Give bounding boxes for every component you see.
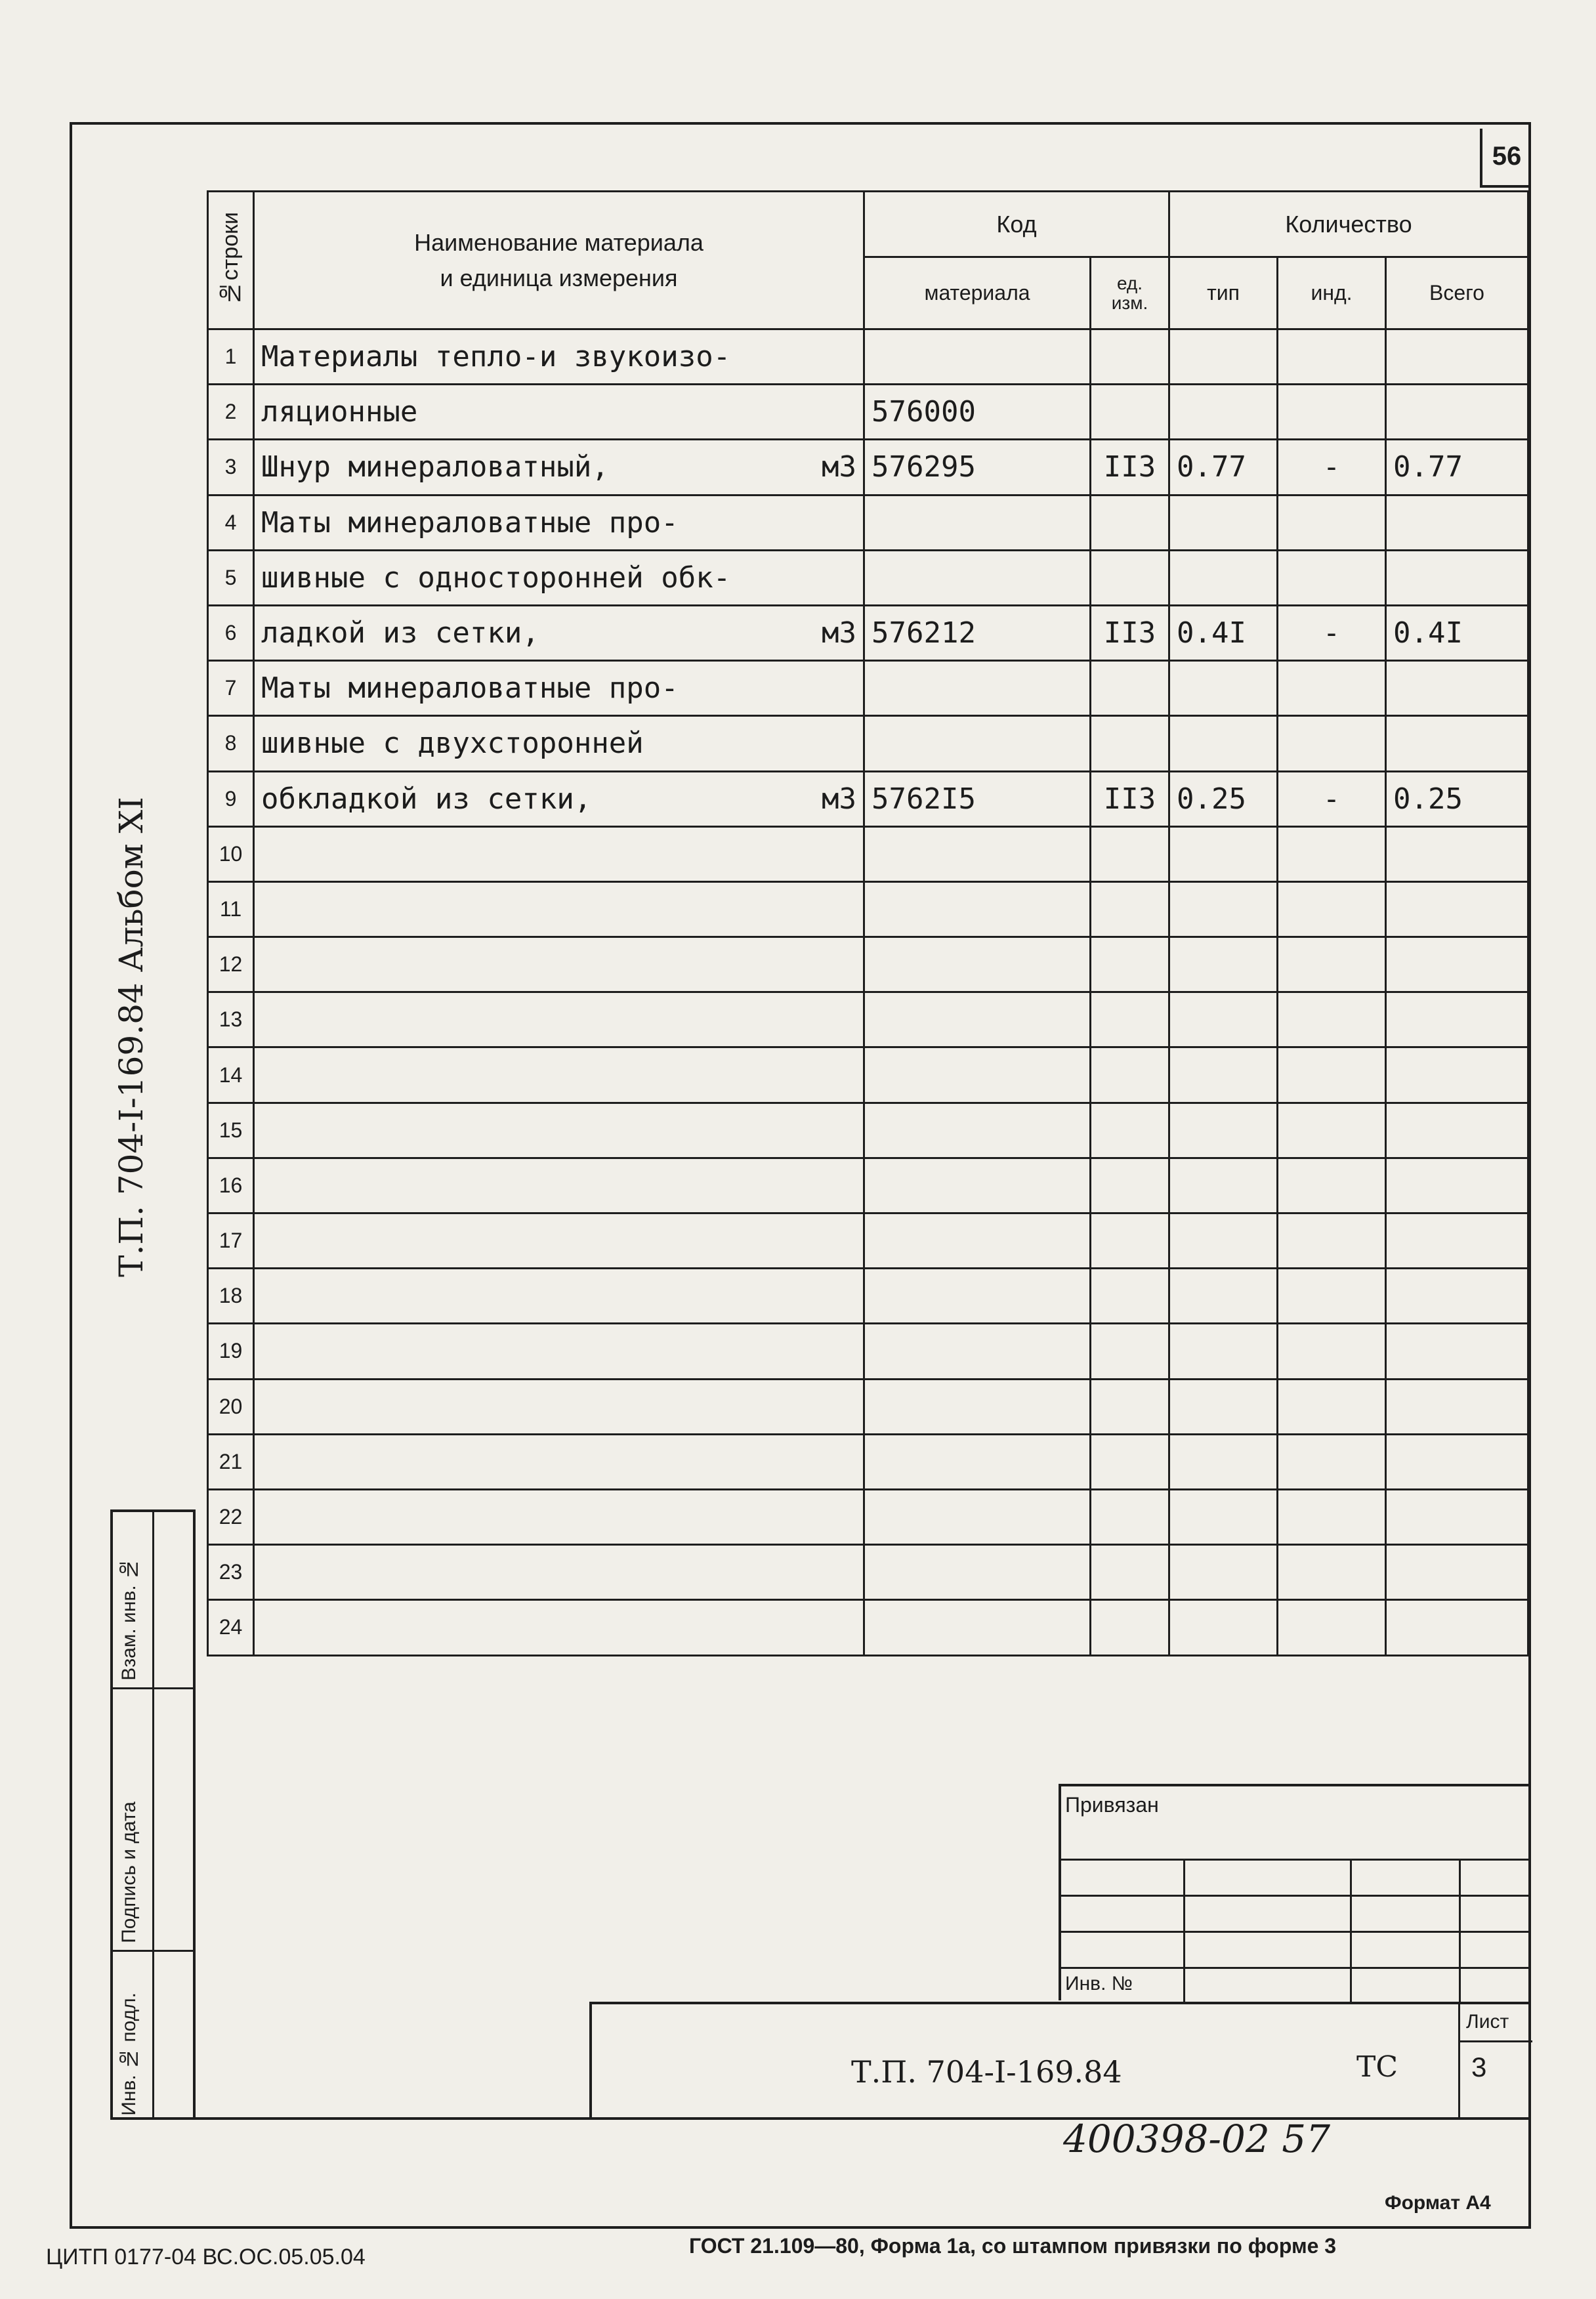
qty-ind [1278, 1103, 1386, 1158]
binding-title: Привязан [1065, 1793, 1159, 1817]
album-side-title: Т.П. 704-I-169.84 Альбом XI [112, 797, 150, 1277]
qty-type [1169, 1047, 1278, 1103]
unit-code [1091, 937, 1169, 992]
material-name-cell [254, 329, 864, 385]
row-number: 13 [208, 992, 254, 1047]
left-approval-stamp [110, 1509, 196, 2120]
qty-type [1169, 716, 1278, 771]
row-number: 10 [208, 826, 254, 881]
qty-ind [1278, 385, 1386, 440]
row-number: 20 [208, 1379, 254, 1434]
material-code [864, 661, 1091, 716]
row-number: 4 [208, 495, 254, 550]
qty-total [1386, 881, 1528, 937]
material-code [864, 1379, 1091, 1434]
unit-code [1091, 1047, 1169, 1103]
qty-type [1169, 1158, 1278, 1213]
material-code [864, 1213, 1091, 1269]
row-number: 18 [208, 1269, 254, 1324]
qty-type [1169, 1213, 1278, 1269]
qty-total [1386, 1434, 1528, 1489]
footer-gost: ГОСТ 21.109—80, Форма 1а, со штампом привязки по форме 3 [689, 2234, 1337, 2258]
qty-ind [1278, 661, 1386, 716]
table-row [208, 1600, 1528, 1655]
table-row [208, 495, 1528, 550]
table-row [208, 1213, 1528, 1269]
row-number: 19 [208, 1324, 254, 1379]
name-header-line2: и единица измерения [440, 264, 678, 291]
total-qty-header: Всего [1386, 257, 1528, 329]
material-code [864, 992, 1091, 1047]
material-unit: м3 [822, 450, 856, 484]
material-name: шивные с двухсторонней [261, 727, 644, 761]
row-number: 9 [208, 771, 254, 826]
material-name-cell [254, 550, 864, 605]
material-name: Маты минераловатные про- [261, 671, 679, 706]
qty-type [1169, 826, 1278, 881]
qty-type: 0.25 [1169, 771, 1278, 826]
table-row [208, 1269, 1528, 1324]
unit-code [1091, 1269, 1169, 1324]
qty-type [1169, 992, 1278, 1047]
qty-ind [1278, 1047, 1386, 1103]
material-code [864, 716, 1091, 771]
row-number: 7 [208, 661, 254, 716]
material-code [864, 329, 1091, 385]
qty-ind [1278, 716, 1386, 771]
qty-total [1386, 1103, 1528, 1158]
unit-code: II3 [1091, 771, 1169, 826]
inv-original-label: Инв. № подл. [118, 1993, 140, 2116]
material-code: 576212 [864, 605, 1091, 660]
footer-left-code: ЦИТП 0177-04 ВС.ОС.05.05.04 [46, 2245, 366, 2269]
unit-code [1091, 1434, 1169, 1489]
material-code [864, 1047, 1091, 1103]
qty-ind [1278, 1379, 1386, 1434]
material-code [864, 1324, 1091, 1379]
row-number: 12 [208, 937, 254, 992]
unit-code [1091, 329, 1169, 385]
qty-ind [1278, 1213, 1386, 1269]
qty-total: 0.25 [1386, 771, 1528, 826]
material-name-cell [254, 1213, 864, 1269]
unit-code [1091, 826, 1169, 881]
material-name-cell [254, 605, 864, 660]
qty-total: 0.4I [1386, 605, 1528, 660]
material-name-cell [254, 937, 864, 992]
qty-type [1169, 937, 1278, 992]
qty-total [1386, 1213, 1528, 1269]
qty-total [1386, 1489, 1528, 1544]
qty-total [1386, 1158, 1528, 1213]
ind-qty-header: инд. [1278, 257, 1386, 329]
material-unit: м3 [822, 616, 856, 650]
material-code: 5762I5 [864, 771, 1091, 826]
qty-ind [1278, 1324, 1386, 1379]
row-number: 11 [208, 881, 254, 937]
material-code [864, 1489, 1091, 1544]
qty-type [1169, 1324, 1278, 1379]
table-row [208, 385, 1528, 440]
qty-type [1169, 1600, 1278, 1655]
qty-total [1386, 1600, 1528, 1655]
material-name-cell [254, 716, 864, 771]
material-name-cell [254, 1379, 864, 1434]
material-code [864, 881, 1091, 937]
qty-ind [1278, 1489, 1386, 1544]
format-label: Формат А4 [1385, 2192, 1491, 2214]
material-name-cell [254, 771, 864, 826]
qty-ind [1278, 1545, 1386, 1600]
qty-total [1386, 1269, 1528, 1324]
unit-code [1091, 1324, 1169, 1379]
qty-type [1169, 1379, 1278, 1434]
unit-code [1091, 1158, 1169, 1213]
binding-stamp [1059, 1784, 1530, 2000]
sheet-label: Лист [1466, 2011, 1509, 2033]
qty-total [1386, 716, 1528, 771]
unit-code [1091, 661, 1169, 716]
material-code [864, 1545, 1091, 1600]
material-name-cell [254, 881, 864, 937]
table-row [208, 440, 1528, 495]
material-code-header: материала [864, 257, 1091, 329]
qty-type [1169, 550, 1278, 605]
sign-date-cell [113, 1689, 193, 1952]
qty-ind: - [1278, 771, 1386, 826]
material-name: шивные с односторонней обк- [261, 560, 731, 595]
unit-code [1091, 1489, 1169, 1544]
unit-code-header: ед. изм. [1091, 257, 1169, 329]
unit-code [1091, 1600, 1169, 1655]
qty-total [1386, 1047, 1528, 1103]
material-name-cell [254, 992, 864, 1047]
table-row [208, 1545, 1528, 1600]
handwritten-number: 400398-02 57 [1063, 2117, 1331, 2161]
material-name: Шнур минераловатный, [261, 450, 609, 484]
material-name-cell [254, 1324, 864, 1379]
material-name: Материалы тепло-и звукоизо- [261, 340, 731, 374]
title-designation: Т.П. 704-I-169.84 [851, 2054, 1122, 2090]
qty-total [1386, 550, 1528, 605]
material-name-cell [254, 661, 864, 716]
qty-type [1169, 661, 1278, 716]
table-row [208, 716, 1528, 771]
material-code: 576295 [864, 440, 1091, 495]
name-header [254, 192, 864, 329]
materials-spec-table [207, 190, 1529, 1656]
unit-code: II3 [1091, 440, 1169, 495]
qty-ind [1278, 992, 1386, 1047]
material-name-cell [254, 1158, 864, 1213]
unit-code [1091, 385, 1169, 440]
qty-ind [1278, 329, 1386, 385]
table-row [208, 661, 1528, 716]
table-row [208, 826, 1528, 881]
material-name-cell [254, 1545, 864, 1600]
name-header-line1: Наименование материала [414, 228, 704, 256]
table-row [208, 937, 1528, 992]
qty-ind [1278, 937, 1386, 992]
material-code [864, 1103, 1091, 1158]
unit-code [1091, 992, 1169, 1047]
row-number: 1 [208, 329, 254, 385]
row-number: 8 [208, 716, 254, 771]
table-row [208, 881, 1528, 937]
qty-type: 0.77 [1169, 440, 1278, 495]
type-qty-header: тип [1169, 257, 1278, 329]
table-row [208, 1379, 1528, 1434]
unit-code [1091, 881, 1169, 937]
row-number: 15 [208, 1103, 254, 1158]
qty-ind [1278, 1158, 1386, 1213]
material-name-cell [254, 1600, 864, 1655]
inv-original-cell [113, 1952, 193, 2122]
qty-ind [1278, 881, 1386, 937]
row-number: 22 [208, 1489, 254, 1544]
material-code [864, 495, 1091, 550]
row-number-header: №строки [208, 192, 254, 329]
table-row [208, 1489, 1528, 1544]
material-name-cell [254, 1434, 864, 1489]
row-number: 6 [208, 605, 254, 660]
material-unit: м3 [822, 782, 856, 816]
qty-type: 0.4I [1169, 605, 1278, 660]
table-row [208, 1158, 1528, 1213]
qty-total [1386, 329, 1528, 385]
code-group-header: Код [864, 192, 1169, 257]
qty-type [1169, 1269, 1278, 1324]
unit-code [1091, 1213, 1169, 1269]
row-number: 14 [208, 1047, 254, 1103]
table-row [208, 1434, 1528, 1489]
table-row [208, 329, 1528, 385]
material-name-cell [254, 1103, 864, 1158]
row-number: 21 [208, 1434, 254, 1489]
material-code [864, 826, 1091, 881]
unit-code [1091, 1379, 1169, 1434]
row-number: 3 [208, 440, 254, 495]
row-number: 24 [208, 1600, 254, 1655]
qty-ind: - [1278, 440, 1386, 495]
table-row [208, 1324, 1528, 1379]
qty-ind [1278, 550, 1386, 605]
material-code [864, 937, 1091, 992]
material-name-cell [254, 1489, 864, 1544]
unit-code [1091, 495, 1169, 550]
quantity-group-header: Количество [1169, 192, 1528, 257]
qty-total [1386, 495, 1528, 550]
material-code [864, 1600, 1091, 1655]
qty-total [1386, 1324, 1528, 1379]
sign-date-label: Подпись и дата [118, 1802, 140, 1943]
material-name-cell [254, 385, 864, 440]
qty-ind [1278, 1269, 1386, 1324]
spec-table-body [208, 329, 1528, 1656]
qty-type [1169, 1489, 1278, 1544]
material-name-cell [254, 1047, 864, 1103]
qty-type [1169, 495, 1278, 550]
material-name-cell [254, 495, 864, 550]
row-number: 2 [208, 385, 254, 440]
material-code [864, 1158, 1091, 1213]
unit-code [1091, 550, 1169, 605]
qty-type [1169, 329, 1278, 385]
qty-ind: - [1278, 605, 1386, 660]
table-row [208, 1047, 1528, 1103]
qty-ind [1278, 1600, 1386, 1655]
qty-total [1386, 1379, 1528, 1434]
unit-code [1091, 1545, 1169, 1600]
qty-type [1169, 385, 1278, 440]
inv-replace-cell [113, 1512, 193, 1689]
qty-total [1386, 661, 1528, 716]
inv-replace-label: Взам. инв. № [118, 1558, 140, 1681]
table-row [208, 550, 1528, 605]
title-code: ТС [1356, 2050, 1398, 2084]
material-name: обкладкой из сетки, [261, 782, 592, 816]
table-row [208, 1103, 1528, 1158]
material-code [864, 1269, 1091, 1324]
qty-total [1386, 1545, 1528, 1600]
qty-total [1386, 385, 1528, 440]
material-code [864, 1434, 1091, 1489]
sheet-value: 3 [1471, 2052, 1487, 2082]
material-code [864, 550, 1091, 605]
binding-inv-label: Инв. № [1065, 1973, 1133, 1994]
material-name-cell [254, 440, 864, 495]
material-name-cell [254, 1269, 864, 1324]
unit-code: II3 [1091, 605, 1169, 660]
qty-total [1386, 937, 1528, 992]
qty-type [1169, 1545, 1278, 1600]
table-row [208, 605, 1528, 660]
material-name: ляционные [261, 395, 418, 429]
table-row [208, 771, 1528, 826]
qty-total [1386, 826, 1528, 881]
qty-type [1169, 1103, 1278, 1158]
row-number: 23 [208, 1545, 254, 1600]
row-number: 5 [208, 550, 254, 605]
qty-type [1169, 881, 1278, 937]
unit-code [1091, 716, 1169, 771]
material-name: Маты минераловатные про- [261, 505, 679, 539]
spec-table-header [208, 192, 1528, 329]
row-number: 17 [208, 1213, 254, 1269]
qty-type [1169, 1434, 1278, 1489]
qty-total: 0.77 [1386, 440, 1528, 495]
unit-code [1091, 1103, 1169, 1158]
title-block [589, 2002, 1530, 2119]
qty-ind [1278, 1434, 1386, 1489]
table-row [208, 992, 1528, 1047]
material-name-cell [254, 826, 864, 881]
material-name: ладкой из сетки, [261, 616, 539, 650]
qty-total [1386, 992, 1528, 1047]
qty-ind [1278, 826, 1386, 881]
row-number: 16 [208, 1158, 254, 1213]
qty-ind [1278, 495, 1386, 550]
sheet-number: 56 [1480, 129, 1531, 188]
material-code: 576000 [864, 385, 1091, 440]
